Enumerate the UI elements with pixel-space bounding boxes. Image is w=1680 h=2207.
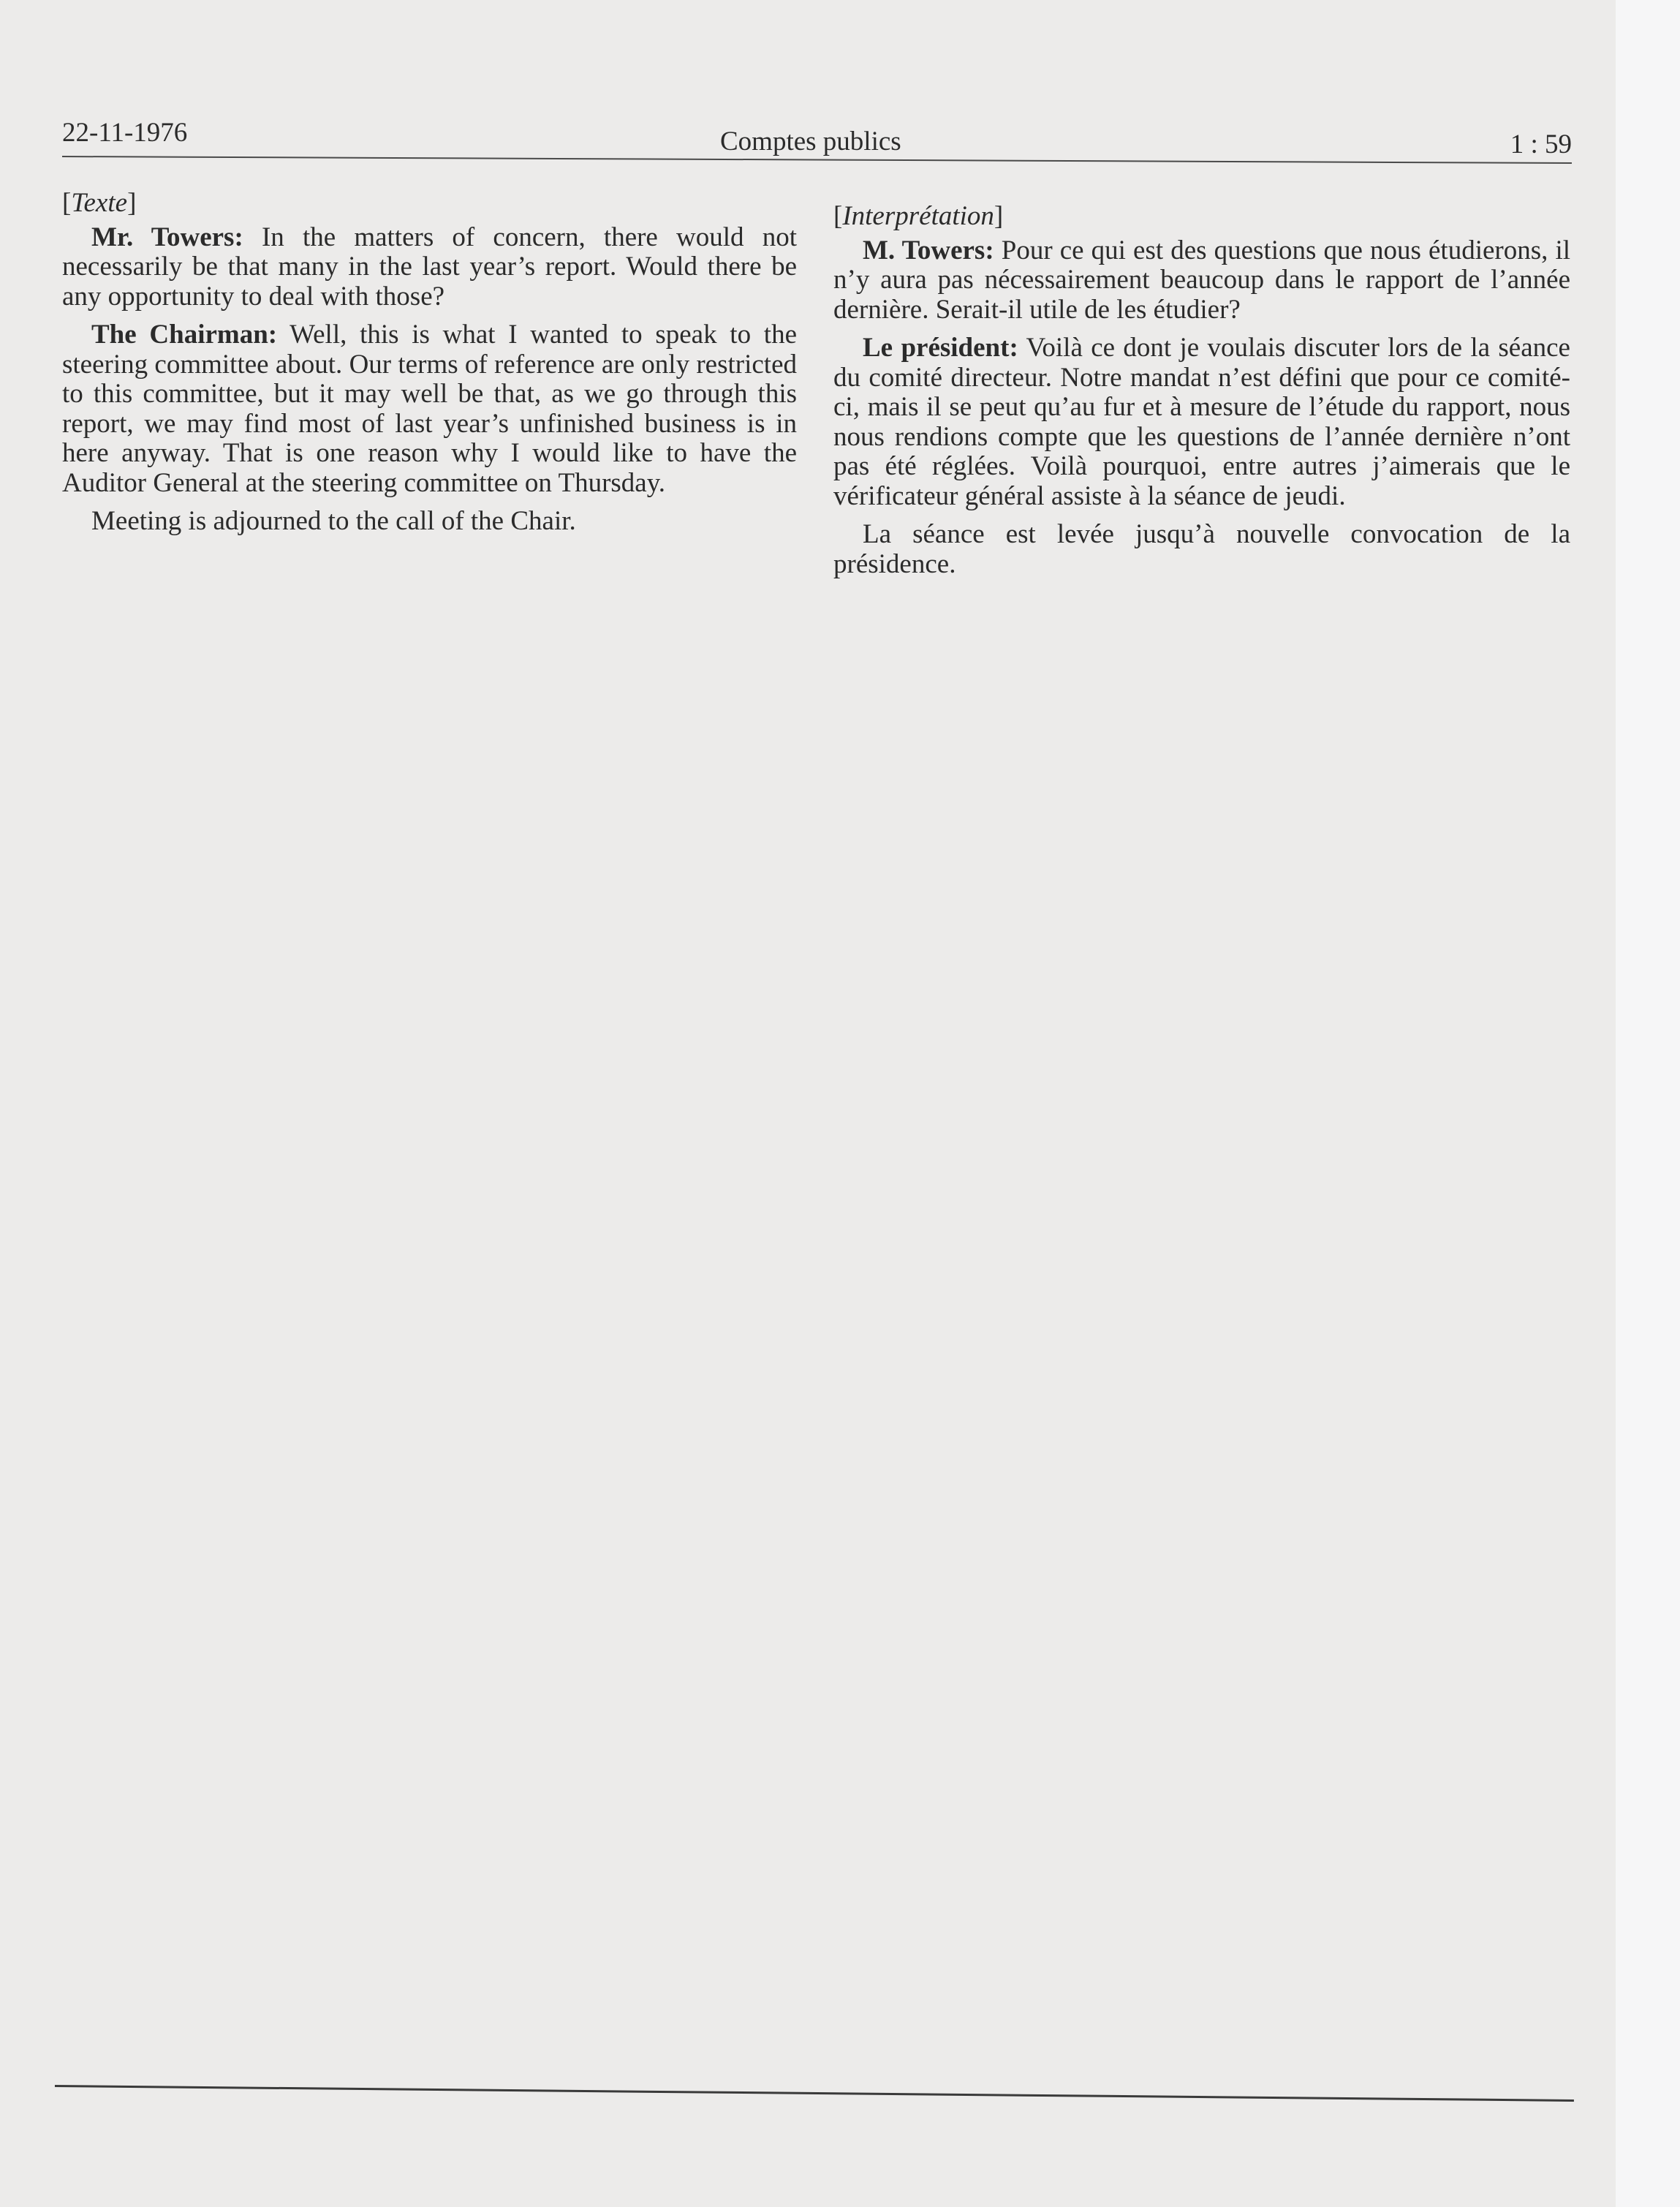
paragraph (62, 223, 797, 312)
speaker-name: Le président: (863, 333, 1018, 363)
header-page-number: 1 : 59 (1510, 129, 1572, 159)
header-title: Comptes publics (720, 127, 901, 156)
paragraph (833, 520, 1570, 579)
header-date: 22-11-1976 (62, 118, 188, 148)
paragraph (62, 320, 797, 498)
paragraph-text: Voilà ce dont je voulais discuter lors de la séance du comité directeur. Notre mandat n’est défini que pour ce comité-ci, mais il se peut qu’au fur et à mesure de l’étude du rapport, nous nous rendions compte que les questions de l’année dernière n’ont pas été réglées. Voilà pourquoi, entre autres j’aimerais que le vérificateur général assiste à la séance de jeudi. (833, 333, 1570, 511)
section-tag: [Texte] (62, 188, 137, 218)
section-tag: [Interprétation] (833, 201, 1004, 231)
footer-rule (55, 2085, 1574, 2102)
paragraph-text: Pour ce qui est des questions que nous étudierons, il n’y aura pas nécessairement beaucoup dans le rapport de l’année dernière. Serait-il utile de les étudier? (833, 235, 1571, 325)
paragraph-text: In the matters of concern, there would not necessarily be that many in the last year’s report. Would there be any opportunity to deal with those? (62, 222, 797, 312)
page-header (62, 117, 1572, 161)
paragraph (833, 333, 1570, 511)
speaker-name: M. Towers: (863, 235, 994, 265)
section-tag-label: Interprétation (842, 201, 994, 231)
speaker-name: Mr. Towers: (91, 222, 243, 252)
paragraph (833, 236, 1570, 325)
paragraph-text: La séance est levée jusqu’à nouvelle convocation de la présidence. (833, 519, 1570, 579)
section-tag-label: Texte (71, 188, 128, 218)
english-column (62, 189, 797, 546)
paragraph-text: Well, this is what I wanted to speak to the steering committee about. Our terms of reference are only restricted to this committee, but it may well be that, as we go through this report, we may find most of last year’s unfinished business is in here anyway. That is one reason why I would like to have the Auditor General at the steering committee on Thursday. (62, 320, 797, 498)
french-column (833, 202, 1570, 588)
page-edge (1616, 0, 1680, 2207)
paragraph (62, 507, 797, 537)
speaker-name: The Chairman: (91, 320, 278, 350)
paragraph-text: Meeting is adjourned to the call of the Chair. (91, 506, 576, 536)
